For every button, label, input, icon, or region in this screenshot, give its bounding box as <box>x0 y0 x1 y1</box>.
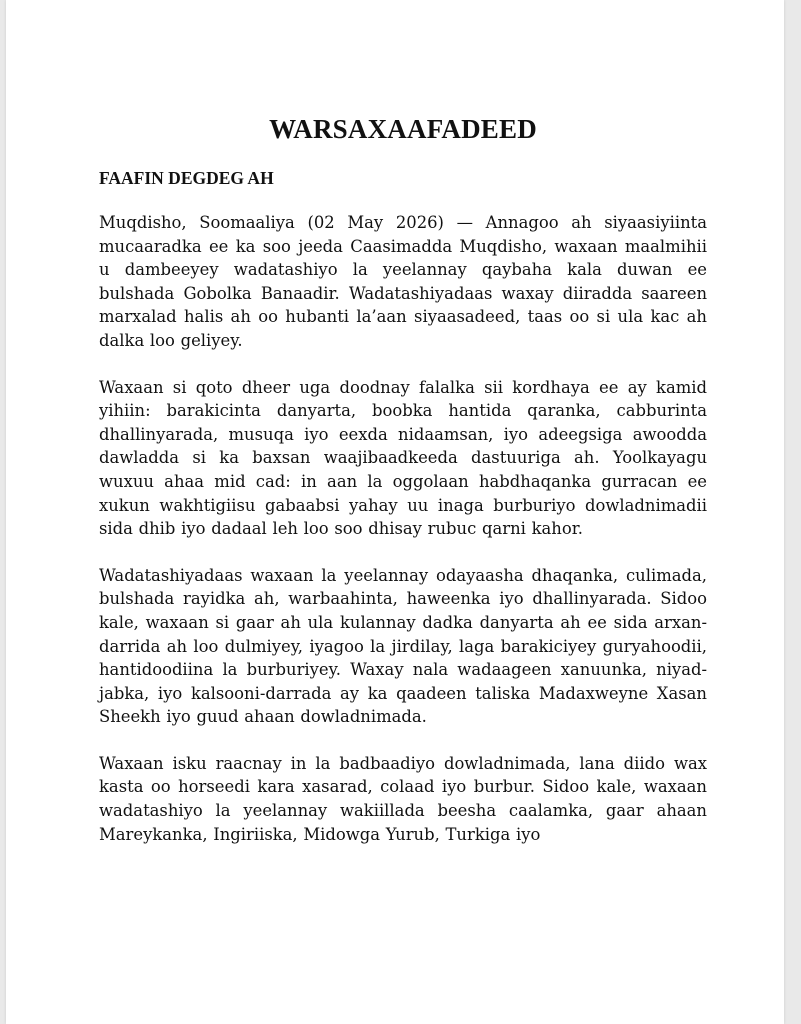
paragraph-3: Wadatashiyadaas waxaan la yeelannay odayaasha dhaqanka, culimada, bulshada rayidka ah, warbaahinta, haweenka iyo dhallinyarada. Sidoo kale, waxaan si gaar ah ula kulannay dadka danyarta ah ee sida arxan-darrida ah loo dulmiyey, iyagoo la jirdilay, laga barakiciyey guryahoodii, hantidoodiina la burburiyey. Waxay nala wadaageen xanuunka, niyad-jabka, iyo kalsooni-darrada ay ka qaadeen taliska Madaxweyne Xasan Sheekh iyo guud ahaan dowladnimada. <box>99 565 707 727</box>
document-subtitle: FAAFIN DEGDEG AH <box>99 168 274 188</box>
paragraph-2: Waxaan si qoto dheer uga doodnay falalka sii kordhaya ee ay kamid yihiin: barakicinta danyarta, boobka hantida qaranka, cabburinta dhallinyarada, musuqa iyo eexda nidaamsan, iyo adeegsiga awoodda dawladda si ka baxsan waajibaadkeeda dastuuriga ah. Yoolkayagu wuxuu ahaa mid cad: in aan la oggolaan habdhaqanka gurracan ee xukun wakhtigiisu gabaabsi yahay uu inaga burburiyo dowladnimadii sida dhib iyo dadaal leh loo soo dhisay rubuc qarni kahor. <box>99 377 707 539</box>
paragraph-1: Muqdisho, Soomaaliya (02 May 2026) — Annagoo ah siyaasiyiinta mucaaradka ee ka soo jeeda Caasimadda Muqdisho, waxaan maalmihii u dambeeyey wadatashiyo la yeelannay qaybaha kala duwan ee bulshada Gobolka Banaadir. Wadatashiyadaas waxay diiradda saareen marxalad halis ah oo hubanti la’aan siyaasadeed, taas oo si ula kac ah dalka loo geliyey. <box>99 213 707 350</box>
document-title: WARSAXAAFADEED <box>269 114 537 144</box>
document-page <box>6 0 784 1024</box>
document-body <box>99 112 707 846</box>
paragraph-4: Waxaan isku raacnay in la badbaadiyo dowladnimada, lana diido wax kasta oo horseedi kara xasarad, colaad iyo burbur. Sidoo kale, waxaan wadatashiyo la yeelannay wakiillada beesha caalamka, gaar ahaan Mareykanka, Ingiriiska, Midowga Yurub, Turkiga iyo <box>99 753 707 844</box>
